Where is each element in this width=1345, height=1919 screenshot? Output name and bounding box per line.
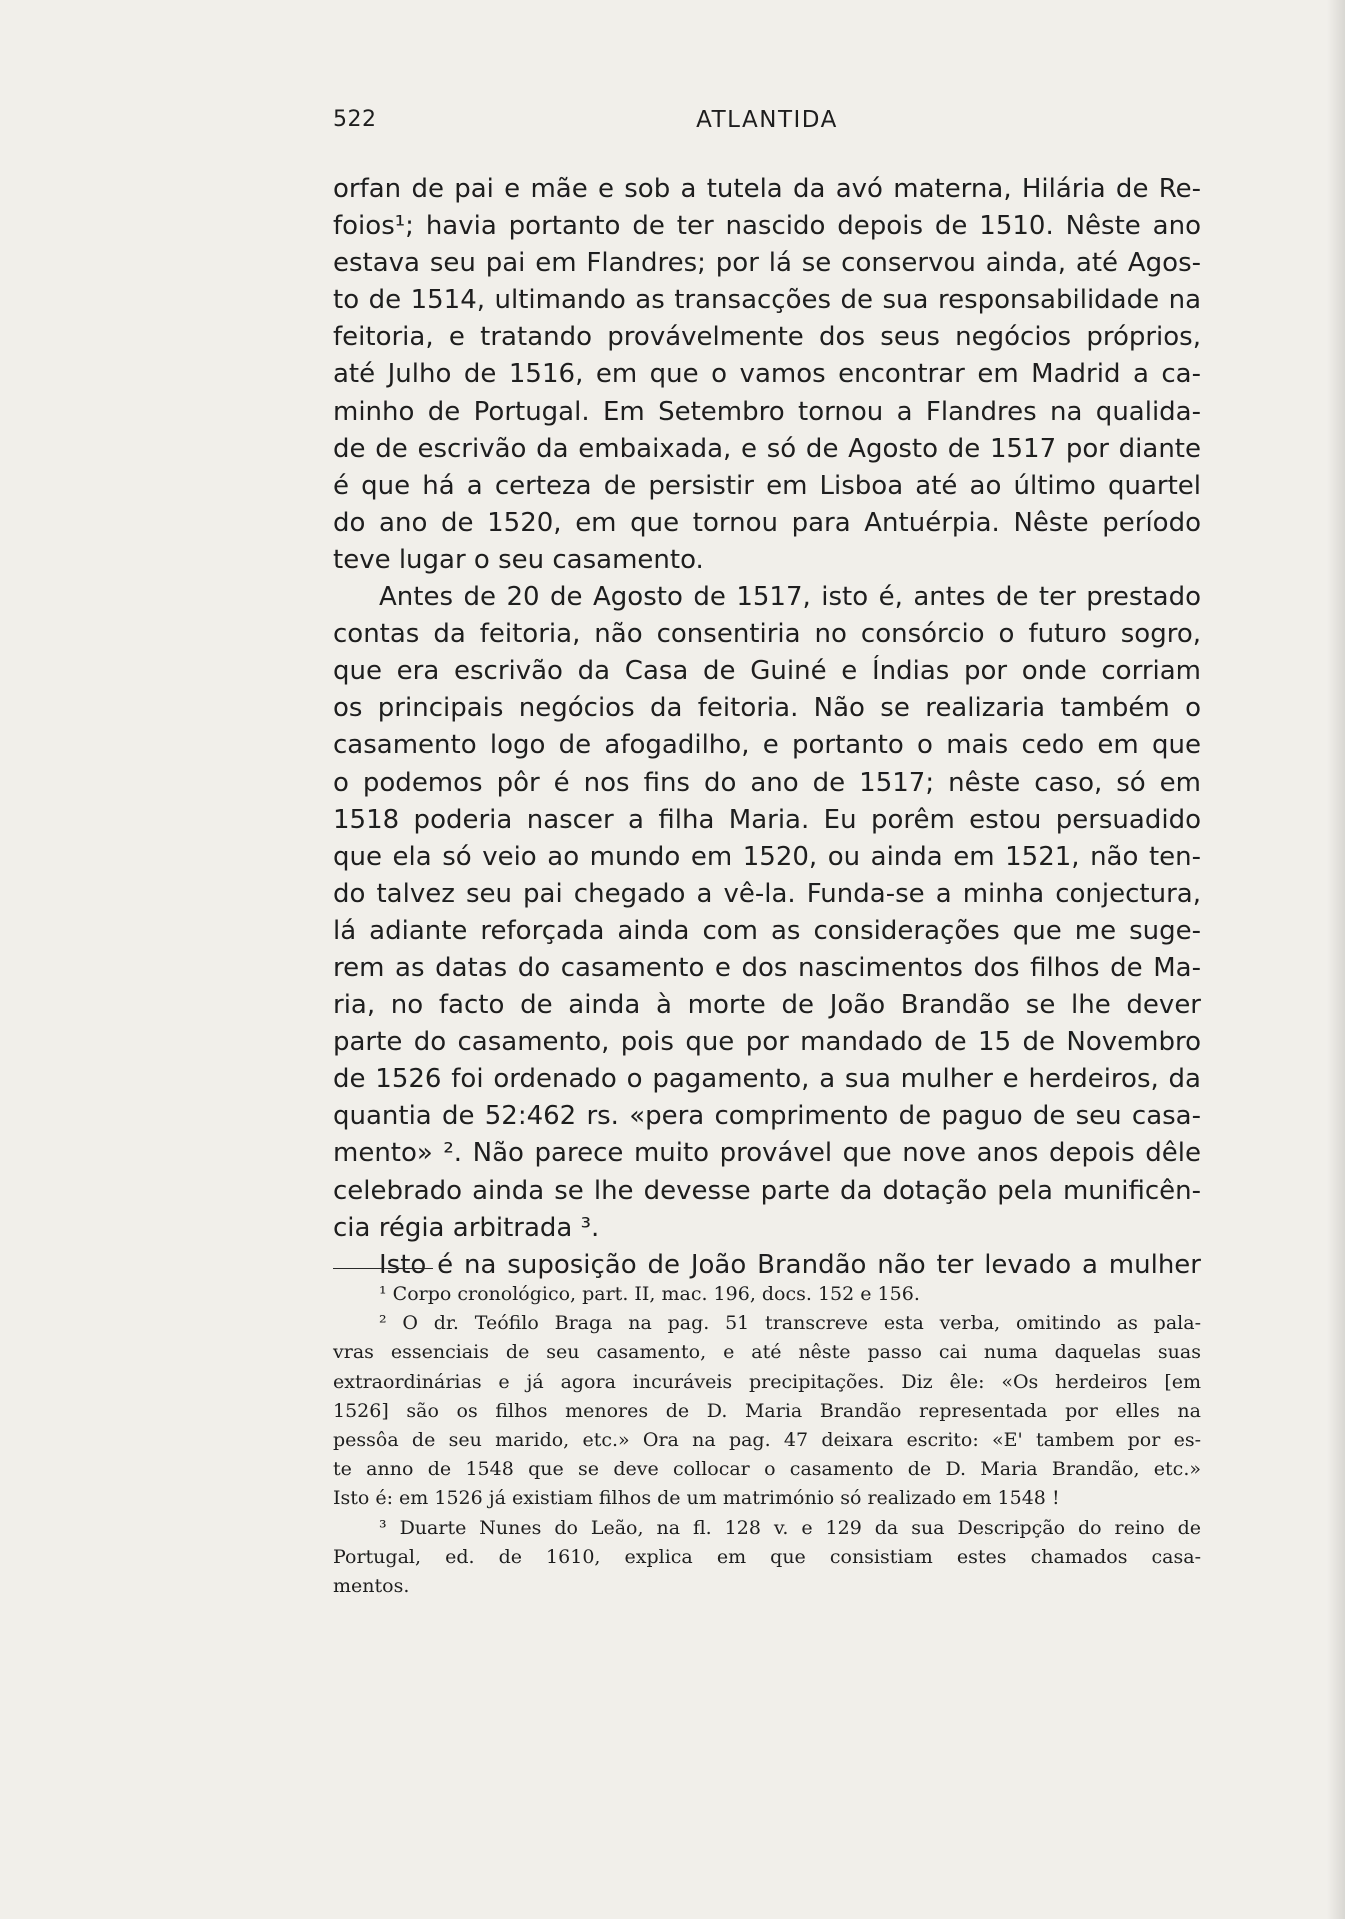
body-line: do talvez seu pai chegado a vê-la. Funda-se a minha conjectura, [333, 878, 1201, 909]
footnote-line: pessôa de seu marido, etc.» Ora na pag. 47 deixara escrito: «E' tambem por es- [333, 1428, 1201, 1451]
footnote-line: 1526] são os filhos menores de D. Maria Brandão representada por elles na [333, 1399, 1201, 1422]
body-line: de 1526 foi ordenado o pagamento, a sua mulher e herdeiros, da [333, 1064, 1201, 1095]
body-line: casamento logo de afogadilho, e portanto o mais cedo em que [333, 730, 1201, 761]
body-line: contas da feitoria, não consentiria no consórcio o futuro sogro, [333, 619, 1201, 650]
body-line: de de escrivão da embaixada, e só de Agosto de 1517 por diante [333, 433, 1201, 464]
footnote-line: ² O dr. Teófilo Braga na pag. 51 transcreve esta verba, omitindo as pala- [379, 1312, 1201, 1335]
body-text [333, 171, 1201, 1284]
body-line: rem as datas do casamento e dos nascimentos dos filhos de Ma- [333, 952, 1201, 983]
running-title: ATLANTIDA [696, 107, 838, 133]
body-line: os principais negócios da feitoria. Não se realizaria também o [333, 693, 1201, 724]
body-line: Antes de 20 de Agosto de 1517, isto é, antes de ter prestado [379, 582, 1201, 613]
body-line: o podemos pôr é nos fins do ano de 1517; nêste caso, só em [333, 767, 1201, 798]
body-line: até Julho de 1516, em que o vamos encontrar em Madrid a ca- [333, 359, 1201, 390]
footnote-line: Isto é: em 1526 já existiam filhos de um matrimónio só realizado em 1548 ! [333, 1487, 1060, 1510]
page-header [333, 107, 1201, 143]
body-line: foios¹; havia portanto de ter nascido depois de 1510. Nêste ano [333, 211, 1201, 242]
footnote-line: te anno de 1548 que se deve collocar o casamento de D. Maria Brandão, etc.» [333, 1458, 1201, 1481]
body-line: minho de Portugal. Em Setembro tornou a Flandres na qualida- [333, 396, 1201, 427]
body-line: to de 1514, ultimando as transacções de sua responsabilidade na [333, 285, 1201, 316]
footnote-line: ³ Duarte Nunes do Leão, na fl. 128 v. e 129 da sua Descripção do reino de [379, 1516, 1201, 1539]
body-line: estava seu pai em Flandres; por lá se conservou ainda, até Agos- [333, 248, 1201, 279]
body-line: Isto é na suposição de João Brandão não ter levado a mulher [379, 1249, 1201, 1280]
body-line: que era escrivão da Casa de Guiné e Índias por onde corriam [333, 656, 1201, 687]
body-line: é que há a certeza de persistir em Lisboa até ao último quartel [333, 470, 1201, 501]
page-edge-shadow [1327, 0, 1345, 1919]
footnote-line: ¹ Corpo cronológico, part. II, mac. 196, docs. 152 e 156. [379, 1283, 920, 1305]
body-line: 1518 poderia nascer a filha Maria. Eu porêm estou persuadido [333, 804, 1201, 835]
footnote-line: vras essenciais de seu casamento, e até nêste passo cai numa daquelas suas [333, 1341, 1201, 1364]
page-number: 522 [333, 107, 377, 132]
body-line: feitoria, e tratando provávelmente dos seus negócios próprios, [333, 322, 1201, 353]
footnote-line: mentos. [333, 1574, 410, 1597]
body-line: quantia de 52:462 rs. «pera comprimento de paguo de seu casa- [333, 1101, 1201, 1132]
body-line: teve lugar o seu casamento. [333, 544, 704, 575]
body-line: lá adiante reforçada ainda com as considerações que me suge- [333, 915, 1201, 946]
body-line: que ela só veio ao mundo em 1520, ou ainda em 1521, não ten- [333, 841, 1201, 872]
footnotes [333, 1280, 1201, 1601]
body-line: celebrado ainda se lhe devesse parte da dotação pela munificên- [333, 1175, 1201, 1206]
body-line: do ano de 1520, em que tornou para Antuérpia. Nêste período [333, 507, 1201, 538]
body-line: mento» ². Não parece muito provável que nove anos depois dêle [333, 1138, 1201, 1169]
body-line: orfan de pai e mãe e sob a tutela da avó materna, Hilária de Re- [333, 174, 1201, 204]
footnote-rule [333, 1268, 433, 1269]
footnote-line: extraordinárias e já agora incuráveis precipitações. Diz êle: «Os herdeiros [em [333, 1370, 1201, 1393]
footnote-line: Portugal, ed. de 1610, explica em que consistiam estes chamados casa- [333, 1545, 1201, 1568]
body-line: cia régia arbitrada ³. [333, 1212, 600, 1243]
body-line: ria, no facto de ainda à morte de João Brandão se lhe dever [333, 990, 1201, 1021]
body-line: parte do casamento, pois que por mandado de 15 de Novembro [333, 1027, 1201, 1058]
